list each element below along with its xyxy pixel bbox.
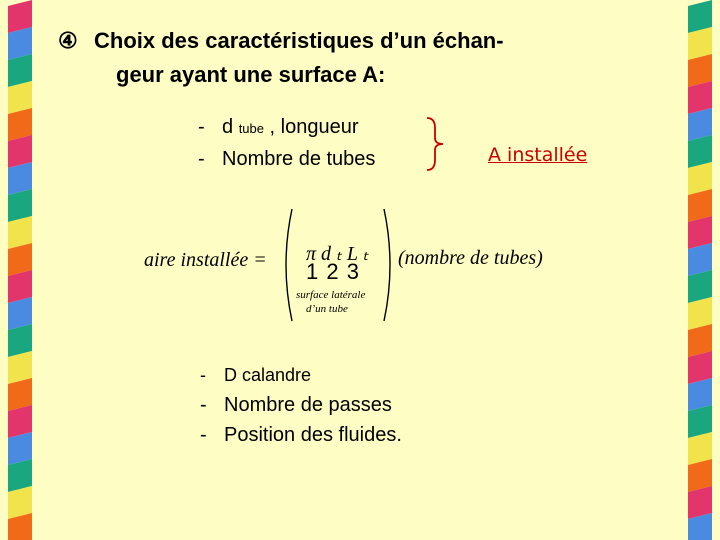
formula <box>140 205 580 325</box>
a-installee-label: A installée <box>488 144 588 166</box>
title-line-1: ④ Choix des caractéristiques d’un échan- <box>58 24 658 58</box>
right-brace-icon <box>424 116 446 172</box>
top-bullet-list <box>198 112 375 174</box>
formula-caption-line-2: d’un tube <box>306 303 348 315</box>
slide-title <box>58 24 658 92</box>
circled-number-four: ④ <box>58 28 78 53</box>
decorative-right-border <box>680 0 720 540</box>
formula-rhs: (nombre de tubes) <box>398 247 543 269</box>
formula-lhs: aire installée = <box>144 249 267 271</box>
list-item: - D calandre <box>200 365 312 385</box>
list-item: - d tube , longueur <box>198 116 359 138</box>
list-item: - Nombre de tubes <box>198 148 376 170</box>
title-line-2: geur ayant une surface A: <box>116 62 386 87</box>
formula-overlay-numbers: 1 2 3 <box>306 259 360 284</box>
decorative-left-border <box>0 0 40 540</box>
list-item: - Position des fluides. <box>200 424 402 446</box>
bottom-bullet-list <box>200 360 402 450</box>
list-item: - Nombre de passes <box>200 394 392 416</box>
formula-pi-term: π d ₜ L ₜ <box>306 243 369 265</box>
formula-caption-line-1: surface latérale <box>296 289 366 301</box>
